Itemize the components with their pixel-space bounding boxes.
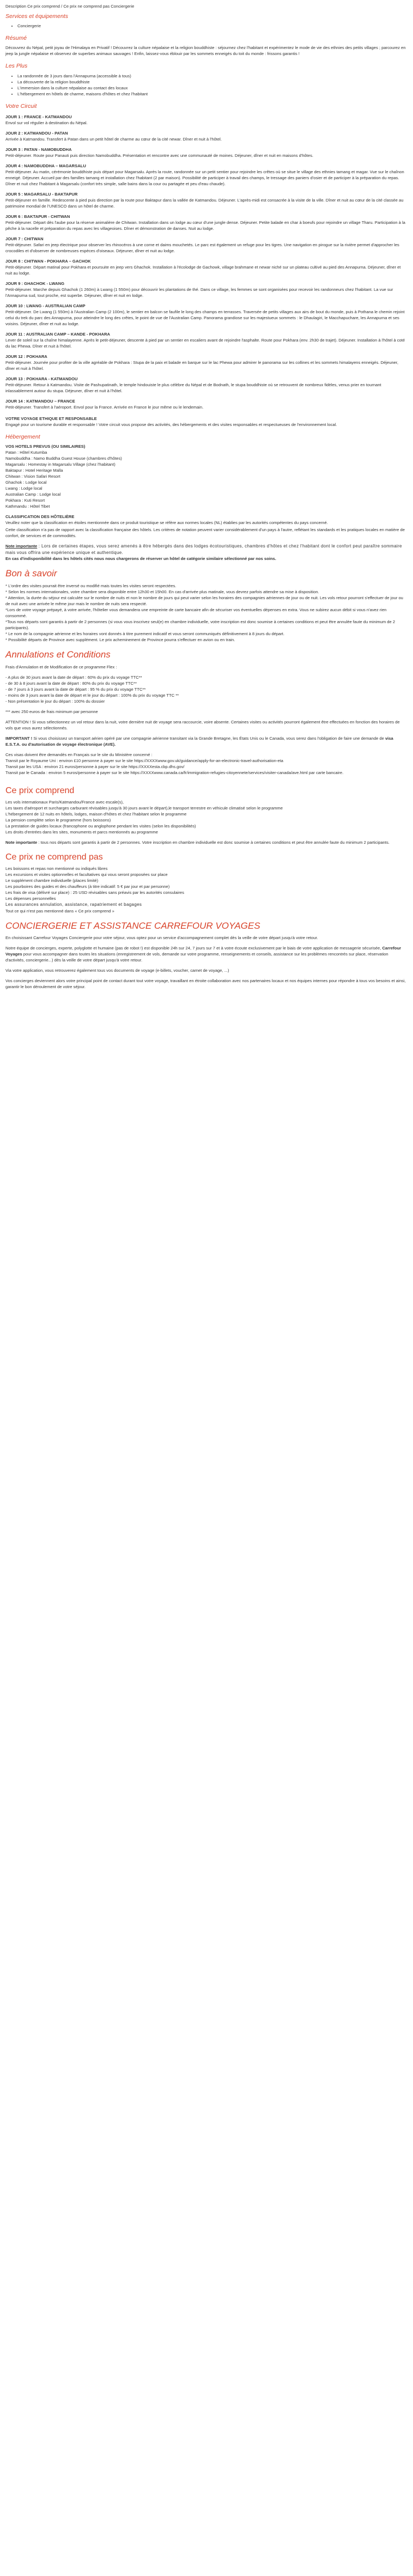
classification-text-1: Veuillez noter que la classification en étoiles mentionnée dans ce produit touristique se réfère aux normes locales (NL) établies par les autorités compétentes du pays concerné. xyxy=(5,520,328,526)
annulation-lead: Frais d'Annulation et de Modification de ce programme Flex : xyxy=(5,664,117,669)
bon-a-savoir-item: * Selon les normes internationales, votre chambre sera disponible entre 12h30 et 15h00. En cas d'arrivée plus matinale, vous devrez parfois attendre sa mise à disposition. xyxy=(5,589,319,594)
conciergerie-text-2a: Notre équipe de concierges, experte, polyglotte et humaine (pas de robot !) est disponible 24h sur 24, 7 jours sur 7 et à votre écoute exclusivement par le biais de votre application de messagerie sécurisée, xyxy=(5,946,382,951)
services-list xyxy=(5,23,408,29)
visa-link-item: Transit par les USA : environ 21 euros/personne à payer sur le site https://XXXXesta.cbp.dhs.gov/ xyxy=(5,764,185,769)
plus-title: Les Plus xyxy=(5,63,28,70)
hebergement-title: Hébergement xyxy=(5,433,40,440)
prix-pas-item: Les assurances annulation, assistance, rapatriement et bagages xyxy=(5,902,142,907)
day-title: JOUR 8 : CHITWAN - POKHARA – GACHOK xyxy=(5,258,91,264)
note-bold: En cas d'indisponibilité dans les hôtels cités nous nous chargerons de réserver un hôtel de catégorie similaire sélectionné par nos soins. xyxy=(5,556,276,562)
day-block xyxy=(5,114,408,126)
day-text: Petit-déjeuner. Transfert à l'aéroport. Envol pour la France. Arrivée en France le jour même ou le lendemain. xyxy=(5,404,204,410)
hotel-item: Namobuddha : Namo Buddha Guest House (chambres d'hôtes) xyxy=(5,456,122,461)
hotel-item: Chitwan : Vision Safari Resort xyxy=(5,474,60,479)
day-block xyxy=(5,191,408,209)
annulation-important xyxy=(5,735,408,747)
conciergerie-text-1: En choisissant Carrefour Voyages Conciergerie pour votre séjour, vous optez pour un service d'accompagnement complet dès la veille de votre départ jusqu'à votre retour. xyxy=(5,935,318,941)
plus-item: • La randonnée de 3 jours dans l'Annapurna (accessible à tous) xyxy=(17,73,408,79)
prix-comprend-item: L'hébergement de 12 nuits en hôtels, lodges, maison d'hôtes et chez l'habitant selon le programme xyxy=(5,811,187,817)
annulation-rate: - moins de 3 jours avant la date de départ et le jour du départ : 100% du prix du voyage TTC ** xyxy=(5,692,179,698)
prix-pas-item: Tout ce qui n'est pas mentionné dans « Ce prix comprend » xyxy=(5,908,114,914)
visa-link-item: Transit par le Royaume Uni : environ £10 personne à payer sur le site https://XXXXwww.gov.uk/guidance/apply-for-an-electronic-travel-authorisation-eta xyxy=(5,758,283,763)
plus-item: • L'immersion dans la culture népalaise au contact des locaux xyxy=(17,85,408,91)
day-text: Petit-déjeuner. Départ matinal pour Pokhara et poursuite en jeep vers Ghachok. Installation à l'écolodge de Gachowk, village brahmane et newar niché sur un plateau cultivé au pied des Annapurna. Déjeuner, dîner et nuit au lodge. xyxy=(5,264,401,276)
circuit-title: Votre Circuit xyxy=(5,102,37,109)
important-text: Si vous choisissez un transport aérien opéré par une compagnie aérienne transitant via la Grande Bretagne, les États Unis ou le Canada, vous serez dans l'obligation de faire une demande de xyxy=(32,735,385,741)
prix-comprend-item: La prestation de guides locaux (francophone ou anglophone pendant les visites (selon les disponibilités) xyxy=(5,823,196,829)
day-title: JOUR 13 : POKHARA - KATMANDOU xyxy=(5,376,78,381)
conciergerie-text-2c: pour vous accompagner dans toutes les situations (enregistrement de vols, demande sur votre programme, renseignements et conseils, assistance sur les problèmes rencontrés sur place, réservation d'activités, conciergerie...) dès la veille de votre départ jusqu'à votre retour. xyxy=(5,952,388,963)
annulation-rates xyxy=(5,674,408,704)
day-block xyxy=(5,236,408,254)
day-title: JOUR 12 : POKHARA xyxy=(5,354,47,359)
annulation-title: Annulations et Conditions xyxy=(5,649,111,660)
day-text: Petit-déjeuner. Retour à Katmandou. Visite de Pashupatinath, le temple hindouiste le plus célèbre du Népal et de Bodnath, le stupa bouddhiste où se retrouvent de nombreux fidèles, venus prier en tournant inlassablement autour du stupa. Déjeuner, dîner et nuit à l'hôtel. xyxy=(5,382,381,393)
annulation-rate: - A plus de 30 jours avant la date de départ : 60% du prix du voyage TTC** xyxy=(5,674,142,680)
prix-note-label: Note importante xyxy=(5,839,38,845)
prix-comprend-item: Les vols internationaux Paris/Katmandou/France avec escale(s), xyxy=(5,799,124,805)
hotel-item: Australian Camp : Lodge local xyxy=(5,492,61,497)
prix-comprend-title: Ce prix comprend xyxy=(5,785,75,795)
day-block xyxy=(5,354,408,372)
bon-a-savoir-item: *Tous nos départs sont garantis à partir de 2 personnes (si vous vous inscrivez seul(e) en chambre individuelle, votre inscription est donc soumise à certaines conditions et peut être annulée faute du minimum de 2 participants). xyxy=(5,619,396,630)
day-title: JOUR 1 : FRANCE - KATMANDOU xyxy=(5,114,72,119)
bon-a-savoir-item: * L'ordre des visites pourrait être inversé ou modifié mais toutes les visites seront respectées. xyxy=(5,583,177,588)
classification-title: CLASSIFICATION DES HÔTELIÈRE xyxy=(5,514,75,520)
day-text: Lever de soleil sur la chaîne himalayenne. Après le petit-déjeuner, descente à pied par un sentier en escaliers avant de rejoindre l'asphalte. Route pour Pokhara (env. 2h30 de trajet). Déjeuner. Installation à l'hôtel à coté du lac Phewa. Dîner et nuit à l'hôtel. xyxy=(5,337,405,349)
plus-list xyxy=(5,73,408,97)
prix-pas-item: Les frais de visa (délivré sur place) : 25 USD révisables sans préavis par les autorités consulaires xyxy=(5,890,184,895)
prix-pas-list xyxy=(5,866,408,914)
bon-a-savoir-item: *Lors de votre voyage prépayé, à votre arrivée, l'hôtelier vous demandera une empreinte de carte bancaire afin de sécuriser vos éventuelles dépenses en extra. Vous ne subirez aucun débit si vous n'avez rien consommé. xyxy=(5,607,387,618)
plus-item: • L'hébergement en hôtels de charme, maisons d'hôtes et chez l'habitant xyxy=(17,91,408,97)
note-text: : Lors de certaines étapes, vous serez amenés à être hébergés dans des lodges écotouristiques, chambres d'hôtes et chez l'habitant dont le confort peut paraître sommaire mais vous offrira une expérience unique et authentique. xyxy=(5,544,402,555)
prix-pas-item: Les dépenses personnelles xyxy=(5,896,56,901)
resume-text: Découvrez du Népal, petit joyau de l'Himalaya en Privatif ! Découvrez la culture népalaise et la religion bouddhiste : séjournez chez l'habitant et expérimentez le mode de vie des ethnies des petits villages ; parcourez en jeep la jungle népalaise et observez de superbes animaux sauvages ! Enfin, laissez-vous éblouir par les sommets enneigés du toit du monde : frissons garantis ! xyxy=(5,45,406,57)
day-text: Petit-déjeuner. Safari en jeep électrique pour observer les rhinocéros à une corne et daims mouchetés. Le parc est également un refuge pour les tigres. Une navigation en pirogue sur la rivière permet d'approcher les crocodiles et d'observer de nombreuses espèces d'oiseaux. Déjeuner, dîner et nuit au lodge. xyxy=(5,242,399,253)
prix-pas-item: Les pourboires des guides et des chauffeurs (à titre indicatif: 5 € par jour et par personne) xyxy=(5,884,170,889)
prix-comprend-note xyxy=(5,839,408,845)
bon-a-savoir-title: Bon à savoir xyxy=(5,568,57,579)
hotels-subtitle: VOS HOTELS PREVUS (OU SIMILAIRES) xyxy=(5,444,86,449)
day-text: Petit-déjeuner. Marche depuis Ghachok (1 260m) à Lwang (1 550m) pour découvrir les plantations de thé. Dans ce village, les femmes se sont organisées pour recevoir les randonneurs chez l'habitant. La vue sur l'Annapurna sud, tout proche, est superbe. Déjeuner, dîner et nuit en lodge. xyxy=(5,287,393,298)
prix-pas-item: Les boissons et repas non mentionné ou indiqués libres xyxy=(5,866,108,871)
prix-comprend-item: Les taxes d'aéroport et surcharges carburant révisables jusqu'à 30 jours avant le départ),le transport terrestre en véhicule climatisé selon le programme xyxy=(5,805,283,811)
day-title: JOUR 3 : PATAN - NAMOBUDDHA xyxy=(5,147,72,152)
day-block xyxy=(5,258,408,276)
conciergerie-title: CONCIERGERIE ET ASSISTANCE CARREFOUR VOYAGES xyxy=(5,920,260,931)
day-text: Arrivée à Katmandou. Transfert à Patan dans un petit hôtel de charme au cœur de la cité newar. Dîner et nuit à l'hôtel. xyxy=(5,136,222,142)
annulation-rate: - de 30 à 8 jours avant la date de départ : 80% du prix du voyage TTC** xyxy=(5,680,137,686)
annulation-fee-note: *** avec 250 euros de frais minimum par personne xyxy=(5,709,98,714)
day-text: Petit-déjeuner. De Lwang (1 550m) à l'Australian Camp (2 100m), le sentier en balcon se faufile le long des champs en terrasses. Traversée de petits villages aux airs de bout du monde, puis à Pothana le chemin rejoint celui du trek du parc des Annapurna, pour atteindre le long des crêtes, le point de vue de l'Australian Camp. Panorama grandiose sur les majestueux sommets : le Dhaulagiri, le Macchapuchare, les Annapurna et ses voisins. Déjeuner, dîner et nuit au lodge. xyxy=(5,309,405,326)
conciergerie-text-2 xyxy=(5,945,408,963)
important-label: IMPORTANT ! xyxy=(5,735,33,741)
day-title: JOUR 10 : LWANG - AUSTRALIAN CAMP xyxy=(5,303,86,308)
day-title: JOUR 4 : NAMOBUDDHA – MAGARSALU xyxy=(5,163,86,168)
services-item: • Conciergerie xyxy=(17,23,408,29)
conciergerie-text-3: Via votre application, vous retrouverez également tous vos documents de voyage (e-billets, voucher, carnet de voyage, ...) xyxy=(5,968,229,973)
day-text: Petit-déjeuner en famille. Redescente à pied puis direction par la route pour Baktapur dans la vallée de Katmandou. Déjeuner. L'après-midi est consacrée à la visite de la ville. Dîner et nuit au cœur de la cité classée au patrimoine mondial de l'UNESCO dans un hôtel de charme. xyxy=(5,197,404,209)
day-block xyxy=(5,303,408,327)
prix-pas-item: Le supplément chambre individuelle (places limité) xyxy=(5,878,99,883)
day-title: JOUR 5 : MAGARSALU - BAKTAPUR xyxy=(5,191,78,197)
hotel-item: Magarsalu : Homestay in Magarsalu Village (chez l'habitant) xyxy=(5,462,116,467)
day-block xyxy=(5,214,408,232)
hotel-item: Pokhara : Kuti Resort xyxy=(5,498,45,503)
conciergerie-text-4: Vos concierges deviennent alors votre principal point de contact durant tout votre voyage, travaillant en étroite collaboration avec nos partenaires locaux et nos équipes internes pour répondre à tous vos besoins et ainsi, garantir le bon déroulement de votre séjour. xyxy=(5,978,406,990)
hotel-item: Kathmandu : Hôtel Tibet xyxy=(5,504,50,509)
day-block xyxy=(5,163,408,187)
important-bold: visa E.S.T.A. ou d'autorisation de voyage électronique (AVE). xyxy=(5,735,393,747)
day-title: JOUR 9 : GHACHOK - LWANG xyxy=(5,281,65,286)
visa-links-lead: Ces visas doivent être demandés en Français sur le site du Ministère concerné : xyxy=(5,752,153,757)
day-block xyxy=(5,130,408,142)
annulation-rate: - de 7 jours à 3 jours avant la date de départ : 95 % du prix du voyage TTC** xyxy=(5,686,146,692)
visa-link-item: Transit par le Canada : environ 5 euros/personne à payer sur le site https://XXXXwww.canada.ca/fr/immigration-refugies-citoyennete/services/visiter-canada/ave.html par carte bancaire. xyxy=(5,770,344,775)
day-block xyxy=(5,147,408,159)
note-label: Note importante xyxy=(5,544,38,549)
day-text: Petit-déjeuner. Journée pour profiter de la ville agréable de Pokhara : Stupa de la paix et balade en barque sur le lac Phewa pour admirer le panorama sur les collines et les sommets himalayens enneigés. Déjeuner, dîner et nuit à l'hôtel. xyxy=(5,360,398,371)
day-block xyxy=(5,331,408,349)
day-text: Petit-déjeuner. Départ dès l'aube pour la réserve animalière de Chitwan. Installation dans un lodge au cœur d'une jungle dense. Déjeuner. Petite balade en char à boeufs pour rejoindre un village Tharu. Participation à la pêche à la nacelle et préparation du repas avec les villageoises. Dîner et démonstration de danses. Nuit au lodge. xyxy=(5,220,405,231)
prix-pas-item: Les excursions et visites optionnelles et facultatives qui vous seront proposées sur place xyxy=(5,872,168,877)
intro-text: Description Ce prix comprend / Ce prix ne comprend pas Conciergerie xyxy=(5,4,135,9)
bon-a-savoir-list xyxy=(5,583,408,643)
services-title: Services et équipements xyxy=(5,13,68,20)
day-title: JOUR 11 : AUSTRALIAN CAMP – KANDE - POKHARA xyxy=(5,331,110,337)
day-text: Petit-déjeuner. Au matin, cérémonie bouddhiste puis départ pour Magarsalu. Après la route, randonnée sur un petit sentier pour rejoindre les crêtes où se situe le village des ethnies tamang et magar. Vue sur le chaînon enneigé. Déjeuner. Accueil par des familles tamang et installation chez l'habitant (2 par maison). Possibilité de participer à travail des champs, le tressage des paniers d'osier et de participer à la préparation du repas. Dîner et nuit chez l'habitant à Magarsalu (confort très simple, salle bains dans la cour ou partagée et peu d'eau chaude). xyxy=(5,169,404,186)
prix-comprend-item: Les droits d'entrées dans les sites, monuments et parcs mentionnés au programme xyxy=(5,829,159,835)
resume-title: Résumé xyxy=(5,35,27,42)
prix-comprend-item: La pension complète selon le programme (hors boissons) xyxy=(5,817,111,823)
hebergement-note xyxy=(5,543,408,556)
day-block xyxy=(5,398,408,410)
plus-item: • La découverte de la religion bouddhiste xyxy=(17,79,408,85)
hotel-item: Patan : Hôtel Kutumba xyxy=(5,450,47,455)
hotels-list xyxy=(5,449,408,509)
day-text: Petit-déjeuner. Route pour Panauti puis direction Namobuddha. Présentation et rencontre avec une communauté de moines. Déjeuner, dîner et nuit en maisons d'hôtes. xyxy=(5,153,313,158)
bon-a-savoir-item: * Attention, la durée du séjour est calculée sur le nombre de nuits et non le nombre de jours qui peut varier selon les horaires des compagnies aériennes de jour ou de nuit. Les vols retour pourront s'effectuer de jour ou de nuit avec une arrivée le même jour mais le nombre de nuits sera respecté. xyxy=(5,595,403,606)
visa-links xyxy=(5,758,408,776)
bon-a-savoir-item: * Possibilité départs de Province avec supplément. Le prix acheminement de Province pourra s'effectuer en avion ou en train. xyxy=(5,637,235,642)
annulation-attention: ATTENTION ! Si vous sélectionnez un vol retour dans la nuit, votre dernière nuit de voyage sera raccourcie, voire absente. Certaines visites ou activités pourront également être effectuées en fonction des horaires de vols que vous aurez sélectionnés. xyxy=(5,719,400,730)
voyage-text: Engagé pour un tourisme durable et responsable ! Votre circuit vous propose des activités, des hébergements et des visites responsables et respectueuses de l'environnement local. xyxy=(5,422,337,427)
prix-comprend-list xyxy=(5,799,408,835)
day-block xyxy=(5,376,408,394)
conciergerie-brand: Carrefour Voyages xyxy=(5,946,402,957)
day-text: Envol sur vol régulier à destination du Népal. xyxy=(5,120,88,125)
annulation-rate: - Non présentation le jour du départ : 100% du dossier xyxy=(5,698,105,704)
day-title: JOUR 14 : KATMANDOU – FRANCE xyxy=(5,398,75,404)
hotel-item: Ghachok : Lodge local xyxy=(5,480,47,485)
prix-pas-title: Ce prix ne comprend pas xyxy=(5,852,103,862)
day-title: JOUR 2 : KATMANDOU - PATAN xyxy=(5,130,68,136)
day-block xyxy=(5,281,408,299)
day-title: JOUR 6 : BAKTAPUR - CHITWAN xyxy=(5,214,70,219)
hotel-item: Lwang : Lodge local xyxy=(5,486,42,491)
day-title: JOUR 7 : CHITWAN xyxy=(5,236,44,241)
circuit-days xyxy=(5,114,408,410)
hotel-item: Baktapur : Hotel Heritage Malla xyxy=(5,468,63,473)
voyage-title: VOTRE VOYAGE ETHIQUE ET RESPONSABLE xyxy=(5,416,97,421)
prix-note-text: : tous nos départs sont garantis à partir de 2 personnes. Votre inscription en chambre individuelle est donc soumise à certaines conditions et peut être annulée faute du minimum 2 participants. xyxy=(37,839,390,845)
classification-text-2: Cette classification n'a pas de rapport avec la classification française des hôtels. Les critères de notation peuvent varier considérablement d'un pays à l'autre, reflétant les standards et les pratiques locales en matière de confort, de services et de commodités. xyxy=(5,527,405,539)
bon-a-savoir-item: * Le nom de la compagnie aérienne et les horaires vont donnés à titre purement indicatif et vous seront communiqués définitivement à 8 jours du départ. xyxy=(5,631,285,636)
